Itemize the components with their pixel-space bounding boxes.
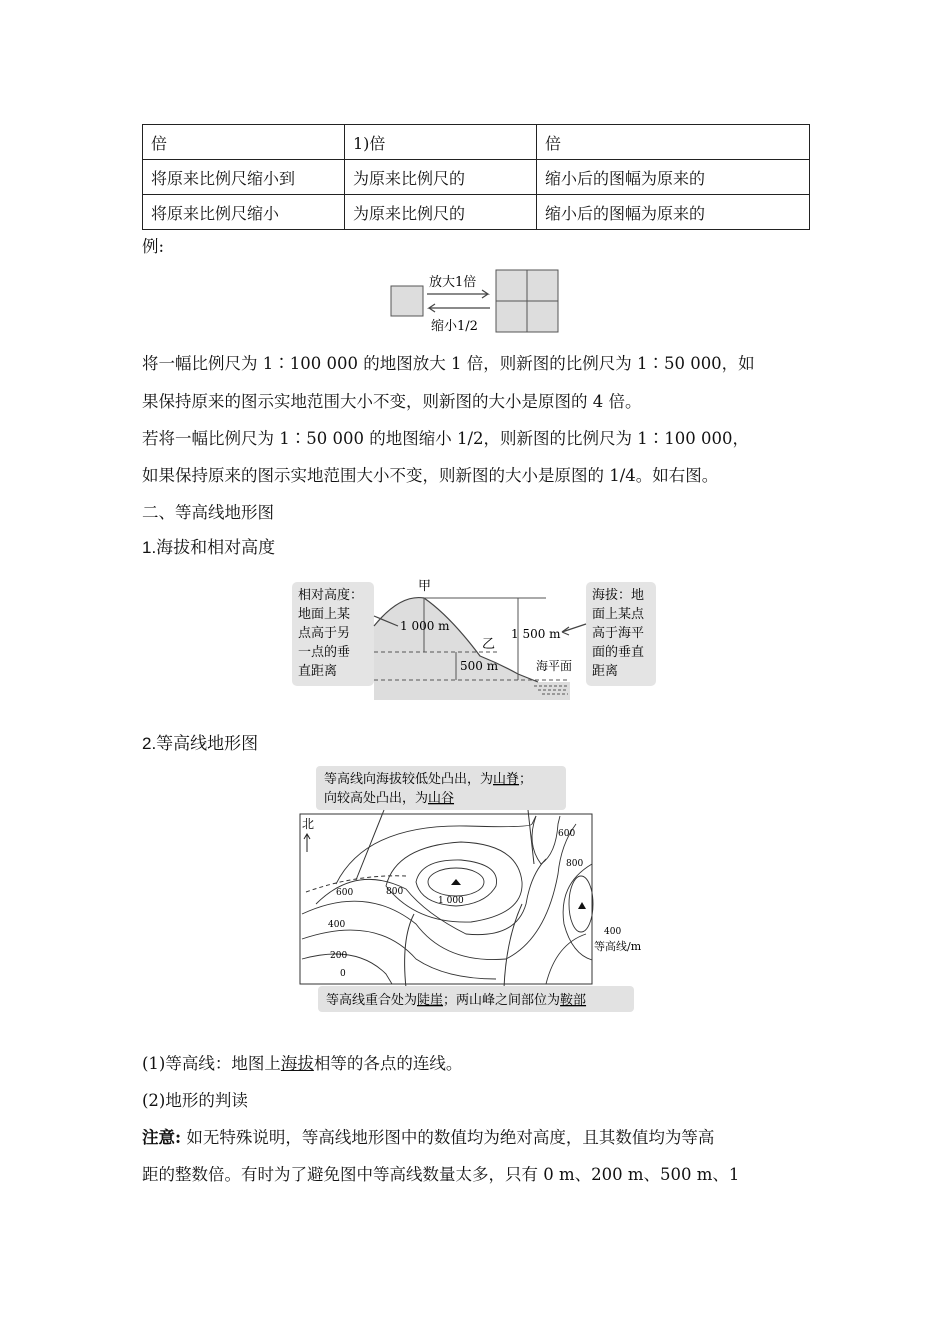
contour-label: 200	[330, 951, 348, 961]
saddle-term: 鞍部	[560, 993, 587, 1008]
contour-label: 800	[386, 887, 404, 897]
note-text: 向较高处凸出，为	[324, 791, 429, 806]
contour-label: 400	[328, 920, 346, 930]
contour-label: 600	[558, 829, 576, 839]
relative-note-line: 点高于另	[298, 626, 351, 641]
svg-text:等高线重合处为陡崖；两山峰之间部位为鞍部	[326, 992, 586, 1008]
definition-text: 相等的各点的连线。	[313, 1054, 463, 1073]
note-text: 等高线向海拔较低处凸出，为	[324, 772, 494, 787]
elevation-diagram	[290, 576, 660, 702]
left-arrow-icon	[429, 304, 490, 312]
absolute-note-line: 面上某点	[592, 607, 645, 622]
table-cell: 将原来比例尺缩小到	[143, 160, 345, 195]
relative-height-value: 1 000 m	[400, 619, 450, 633]
note-label: 注意:	[142, 1128, 182, 1147]
definition-line	[142, 1054, 462, 1074]
subsection-title: 2.等高线地形图	[142, 734, 259, 753]
table-cell: 缩小后的图幅为原来的	[537, 160, 810, 195]
terrain-profile	[374, 598, 573, 700]
relative-note-line: 直距离	[298, 664, 338, 679]
relative-note-line: 相对高度：	[298, 588, 364, 603]
height-500-value: 500 m	[460, 659, 499, 673]
sea-level-label: 海平面	[536, 659, 573, 673]
example-label: 例:	[142, 237, 165, 256]
table-row	[143, 125, 810, 160]
svg-text:等高线向海拔较低处凸出，为山脊；	[324, 771, 532, 787]
note-text: 等高线重合处为	[326, 993, 418, 1008]
relative-note-line: 地面上某	[298, 607, 351, 622]
absolute-note-line: 高于海平	[592, 626, 645, 641]
scale-diagram	[385, 266, 565, 338]
table-cell: 将原来比例尺缩小	[143, 195, 345, 230]
peak-label: 甲	[418, 579, 432, 594]
note-text: ；两山峰之间部位为	[443, 993, 561, 1008]
scale-table	[142, 124, 810, 230]
contour-map	[296, 764, 656, 1014]
absolute-note-line: 海拔：地	[592, 588, 645, 603]
contour-label: 0	[340, 969, 346, 979]
table-cell: 倍	[537, 125, 810, 160]
svg-text:向较高处凸出，为山谷	[324, 790, 454, 806]
note-text: 如无特殊说明，等高线地形图中的数值均为绝对高度，且其数值均为等高	[181, 1128, 715, 1147]
table-row	[143, 195, 810, 230]
contour-label: 600	[336, 888, 354, 898]
definition-line: (2)地形的判读	[142, 1091, 248, 1110]
note-line	[142, 1128, 714, 1148]
small-square	[391, 286, 423, 316]
ridge-term: 山脊	[493, 772, 520, 787]
table-cell: 为原来比例尺的	[345, 160, 537, 195]
section-title: 二、等高线地形图	[142, 503, 274, 522]
enlarge-label: 放大1倍	[429, 275, 477, 290]
table-cell: 1)倍	[345, 125, 537, 160]
absolute-note-line: 距离	[592, 664, 619, 679]
contour-label: 1 000	[438, 896, 464, 906]
table-cell: 为原来比例尺的	[345, 195, 537, 230]
table-row	[143, 160, 810, 195]
legend-value: 400	[604, 927, 622, 937]
legend-label: 等高线/m	[594, 940, 642, 953]
subsection-title: 1.海拔和相对高度	[142, 538, 276, 557]
definition-text: (1)等高线：地图上	[142, 1054, 281, 1073]
shrink-label: 缩小1/2	[431, 319, 478, 334]
valley-term: 山谷	[428, 791, 455, 806]
paragraph-line: 果保持原来的图示实地范围大小不变，则新图的大小是原图的 4 倍。	[142, 392, 642, 411]
right-arrow-icon	[427, 290, 488, 298]
table-cell: 缩小后的图幅为原来的	[537, 195, 810, 230]
absolute-note-line: 面的垂直	[592, 645, 645, 660]
contour-label: 800	[566, 859, 584, 869]
absolute-height-value: 1 500 m	[511, 627, 561, 641]
cliff-term: 陡崖	[417, 993, 444, 1008]
paragraph-line: 如果保持原来的图示实地范围大小不变，则新图的大小是原图的 1/4。如右图。	[142, 466, 719, 485]
note-line: 距的整数倍。有时为了避免图中等高线数量太多，只有 0 m、200 m、500 m、1	[142, 1165, 740, 1184]
note-text: ；	[519, 772, 533, 787]
table-cell: 倍	[143, 125, 345, 160]
underlined-term: 海拔	[280, 1054, 314, 1073]
point-label: 乙	[482, 637, 496, 652]
paragraph-line: 若将一幅比例尺为 1∶50 000 的地图缩小 1/2，则新图的比例尺为 1∶100 000，	[142, 429, 749, 448]
paragraph-line: 将一幅比例尺为 1∶100 000 的地图放大 1 倍，则新图的比例尺为 1∶50 000，如	[142, 354, 755, 373]
north-label: 北	[302, 817, 315, 831]
relative-note-line: 一点的垂	[298, 645, 351, 660]
